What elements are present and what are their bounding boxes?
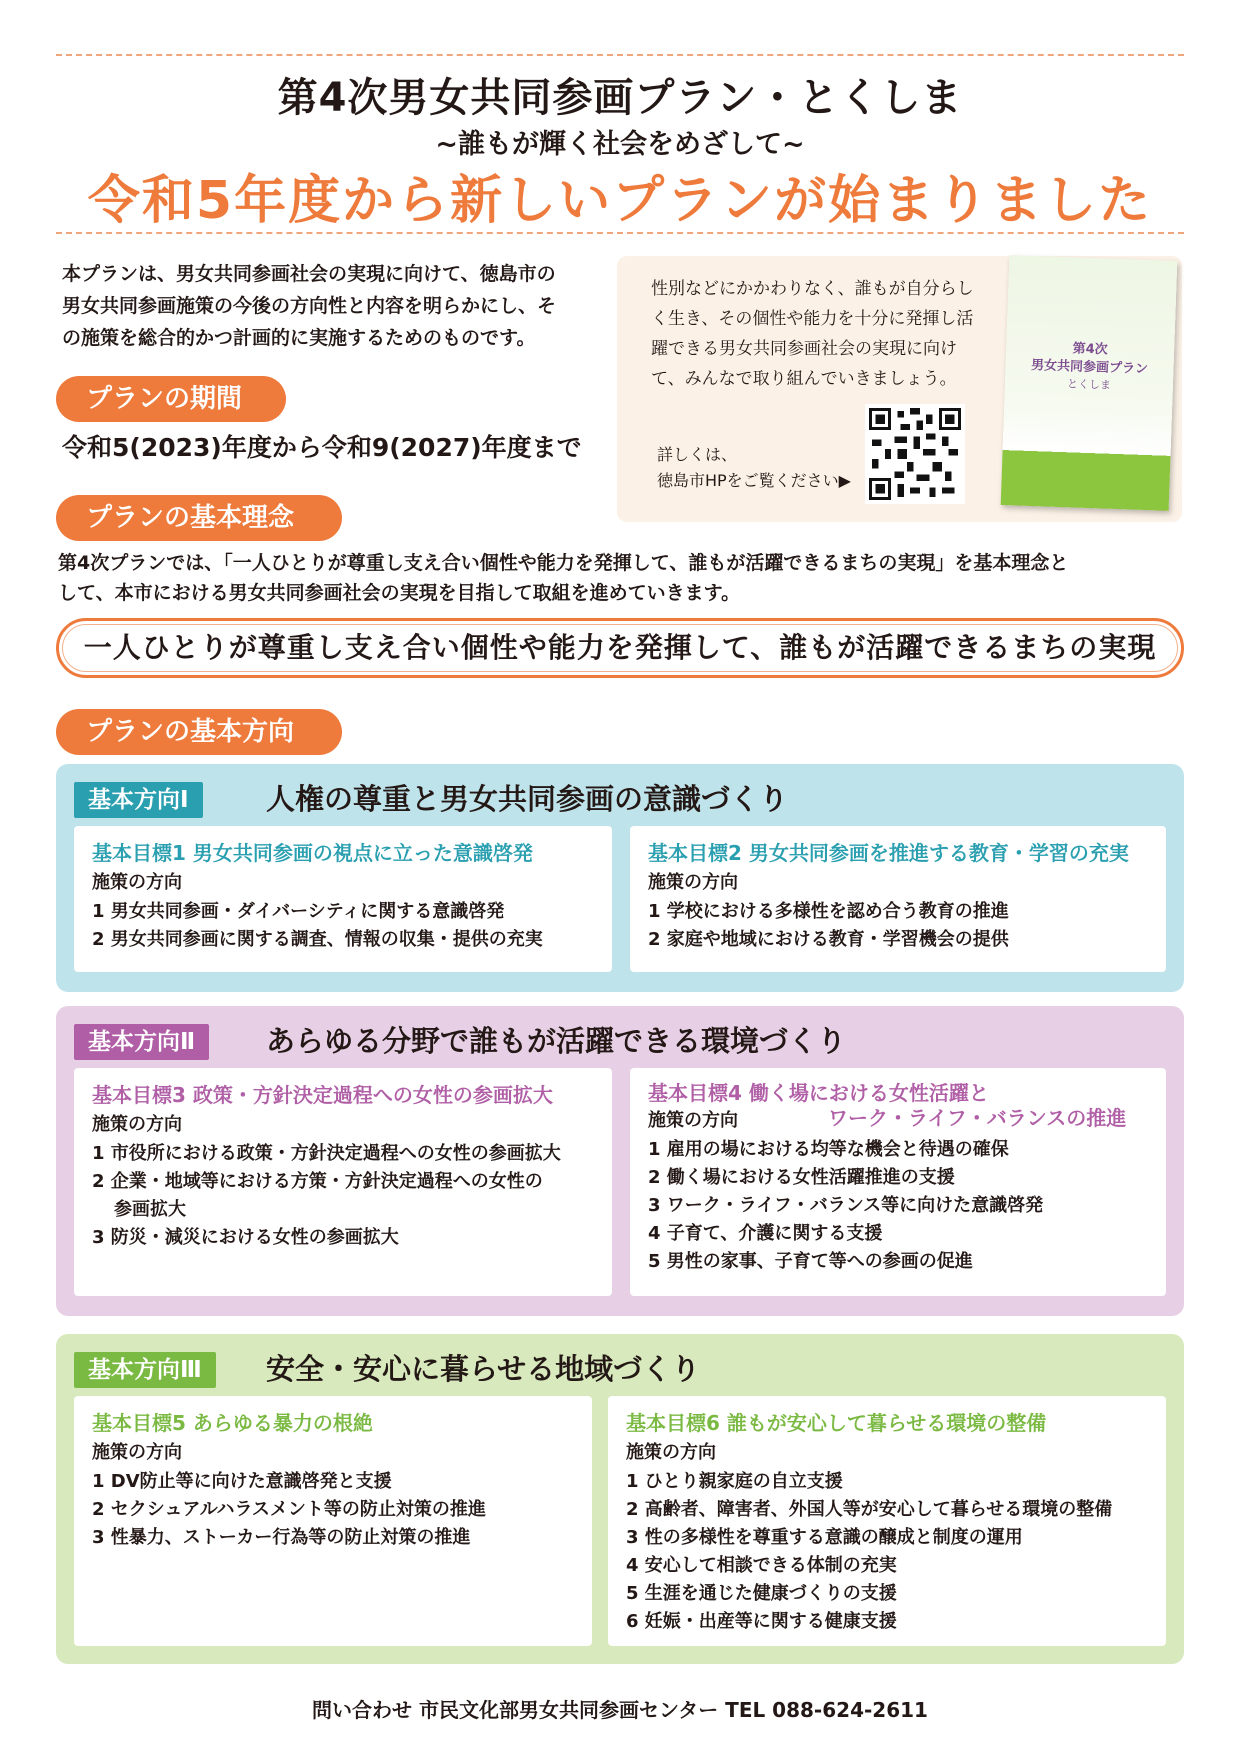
measure-item: 3 性の多様性を尊重する意識の醸成と制度の運用 [626,1527,1023,1548]
measure-item: 1 男女共同参画・ダイバーシティに関する意識啓発 [92,901,505,922]
period-label: プランの期間 [56,376,286,422]
goal-box-6 [608,1396,1166,1646]
measure-item: 2 セクシュアルハラスメント等の防止対策の推進 [92,1499,486,1520]
measure-heading: 施策の方向 [92,872,182,893]
measure-item: 3 性暴力、ストーカー行為等の防止対策の推進 [92,1527,471,1548]
intro-line: の施策を総合的かつ計画的に実施するためのものです。 [62,327,536,349]
goal-title-continued: ワーク・ライフ・バランスの推進 [828,1106,1127,1130]
measure-item: 2 企業・地域等における方策・方針決定過程への女性の [92,1171,543,1192]
measure-item: 1 雇用の場における均等な機会と待遇の確保 [648,1139,1009,1160]
goal-box-1 [74,826,612,972]
directions-label: プランの基本方向 [56,709,342,755]
measure-heading: 施策の方向 [626,1442,716,1463]
vision-banner [56,618,1184,678]
direction-title: あらゆる分野で誰もが活躍できる環境づくり [266,1024,847,1058]
measure-item: 3 防災・減災における女性の参画拡大 [92,1227,399,1248]
goal-title: 基本目標4 働く場における女性活躍と [648,1081,989,1105]
concept-line: 第4次プランでは、「一人ひとりが尊重し支え合い個性や能力を発揮して、誰もが活躍できるまちの実現」を基本理念と [58,552,1069,574]
period-value: 令和5(2023)年度から令和9(2027)年度まで [62,433,582,462]
goal-box-3 [74,1068,612,1296]
direction-title: 安全・安心に暮らせる地域づくり [266,1352,701,1386]
card-line: て、みんなで取り組んでいきましょう。 [651,369,957,389]
measure-item: 2 働く場における女性活躍推進の支援 [648,1167,955,1188]
info-card [617,256,1182,522]
booklet-subtitle: とくしま [1066,377,1112,392]
measure-item: 1 ひとり親家庭の自立支援 [626,1471,843,1492]
contact-info: 問い合わせ 市民文化部男女共同参画センター TEL 088-624-2611 [312,1698,928,1722]
measure-item: 1 DV防止等に向けた意識啓発と支援 [92,1471,392,1492]
measure-heading: 施策の方向 [92,1114,182,1135]
intro-line: 男女共同参画施策の今後の方向性と内容を明らかにし、そ [62,295,557,317]
concept-label: プランの基本理念 [56,495,342,541]
measure-item: 3 ワーク・ライフ・バランス等に向けた意識啓発 [648,1195,1044,1216]
direction-badge: 基本方向Ⅲ [74,1352,216,1388]
intro-line: 本プランは、男女共同参画社会の実現に向けて、徳島市の [62,263,556,285]
measure-heading: 施策の方向 [648,1110,738,1131]
goal-title: 基本目標1 男女共同参画の視点に立った意識啓発 [92,841,533,865]
goal-title: 基本目標3 政策・方針決定過程への女性の参画拡大 [92,1083,553,1107]
direction-badge: 基本方向Ⅱ [74,1024,209,1060]
booklet-title: 第4次 [1072,341,1108,358]
vision-text: 一人ひとりが尊重し支え合い個性や能力を発揮して、誰もが活躍できるまちの実現 [83,631,1157,664]
measure-item: 4 安心して相談できる体制の充実 [626,1555,897,1576]
measure-item: 4 子育て、介護に関する支援 [648,1223,883,1244]
goal-box-5 [74,1396,592,1646]
card-message [651,274,991,394]
measure-item: 1 市役所における政策・方針決定過程への女性の参画拡大 [92,1143,561,1164]
direction-section-3 [56,1334,1184,1664]
measure-item: 1 学校における多様性を認め合う教育の推進 [648,901,1009,922]
booklet-title: 男女共同参画プラン [1030,357,1149,378]
headline: 令和5年度から新しいプランが始まりました [87,171,1153,231]
top-divider [56,54,1184,56]
more-info-text: 詳しくは、 [657,445,738,464]
concept-line: して、本市における男女共同参画社会の実現を目指して取組を進めていきます。 [58,582,741,604]
measure-heading: 施策の方向 [648,872,738,893]
measure-item: 5 男性の家事、子育て等への参画の促進 [648,1251,973,1272]
direction-badge: 基本方向Ⅰ [74,782,203,818]
goal-box-2 [630,826,1166,972]
plan-booklet-image [1001,255,1178,511]
measure-item: 2 家庭や地域における教育・学習機会の提供 [648,929,1009,950]
goal-title: 基本目標2 男女共同参画を推進する教育・学習の充実 [648,841,1129,865]
card-line: 躍できる男女共同参画社会の実現に向け [651,339,957,359]
page-subtitle: ~誰もが輝く社会をめざして~ [435,129,805,160]
page-title: 第4次男女共同参画プラン・とくしま [277,75,963,121]
intro-text [62,258,602,354]
direction-section-2 [56,1006,1184,1316]
qr-code-icon[interactable] [865,404,965,504]
goal-title: 基本目標6 誰もが安心して暮らせる環境の整備 [626,1411,1047,1435]
bottom-divider [56,232,1184,234]
goal-title: 基本目標5 あらゆる暴力の根絶 [92,1411,373,1435]
card-line: 性別などにかかわりなく、誰もが自分らし [651,279,974,299]
measure-item: 5 生涯を通じた健康づくりの支援 [626,1583,897,1604]
measure-item-continued: 参画拡大 [114,1199,186,1220]
more-info-link[interactable]: 徳島市HPをご覧ください▶ [657,471,851,490]
goal-box-4 [630,1068,1166,1296]
measure-item: 2 男女共同参画に関する調査、情報の収集・提供の充実 [92,929,543,950]
measure-heading: 施策の方向 [92,1442,182,1463]
concept-text [58,548,1188,608]
measure-item: 6 妊娠・出産等に関する健康支援 [626,1611,897,1632]
measure-item: 2 高齢者、障害者、外国人等が安心して暮らせる環境の整備 [626,1499,1113,1520]
direction-title: 人権の尊重と男女共同参画の意識づくり [266,782,789,816]
card-line: く生き、その個性や能力を十分に発揮し活 [651,309,974,329]
direction-section-1 [56,764,1184,992]
